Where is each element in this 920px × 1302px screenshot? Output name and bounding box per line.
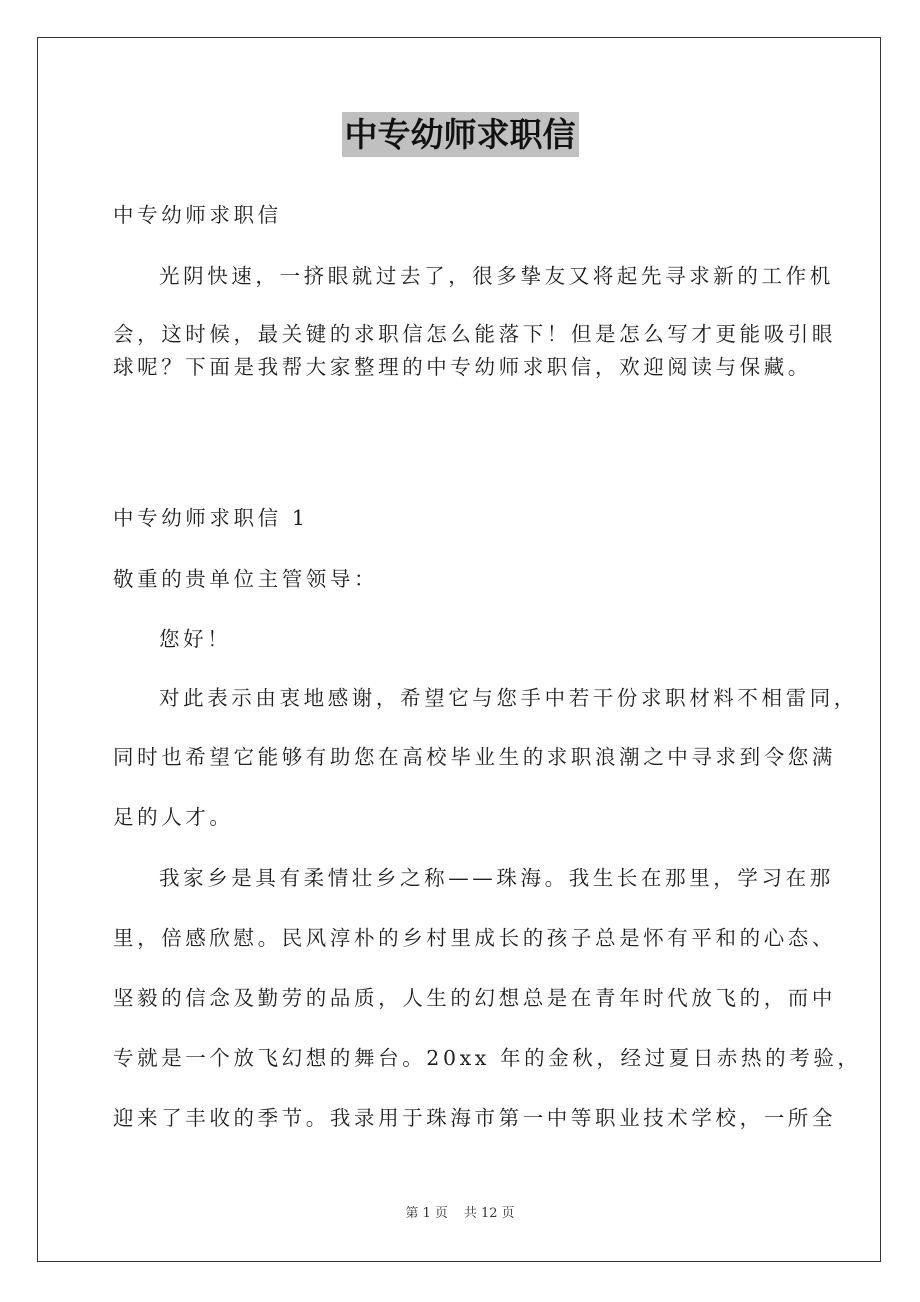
paragraph2-line-3: 坚毅的信念及勤劳的品质，人生的幻想总是在青年时代放飞的，而中 — [113, 986, 836, 1010]
document-title: 中专幼师求职信 — [342, 112, 579, 157]
current-page-label: 第 1 页 — [405, 1206, 448, 1221]
paragraph2-line-4: 专就是一个放飞幻想的舞台。20xx 年的金秋，经过夏日赤热的考验， — [113, 1046, 862, 1070]
paragraph2-line-2: 里，倍感欣慰。民风淳朴的乡村里成长的孩子总是怀有平和的心态、 — [113, 926, 836, 950]
paragraph1-line-1: 对此表示由衷地感谢，希望它与您手中若干份求职材料不相雷同， — [159, 686, 858, 710]
intro-line-2: 会，这时候，最关键的求职信怎么能落下！但是怎么写才更能吸引眼 — [113, 322, 836, 346]
greeting: 您好！ — [159, 627, 232, 651]
intro-line-1: 光阴快速，一挤眼就过去了，很多挚友又将起先寻求新的工作机 — [159, 264, 834, 288]
letter-heading: 中专幼师求职信 1 — [113, 506, 309, 530]
paragraph2-line-5: 迎来了丰收的季节。我录用于珠海市第一中等职业技术学校，一所全 — [113, 1106, 836, 1130]
intro-line-3: 球呢？下面是我帮大家整理的中专幼师求职信，欢迎阅读与保藏。 — [113, 355, 812, 379]
paragraph2-line-1: 我家乡是具有柔情壮乡之称——珠海。我生长在那里，学习在那 — [159, 866, 834, 890]
paragraph1-line-3: 足的人才。 — [113, 805, 234, 829]
title-container — [0, 112, 920, 157]
salutation: 敬重的贵单位主管领导： — [113, 567, 379, 591]
total-pages-label: 共 12 页 — [463, 1206, 515, 1221]
page-footer — [0, 1205, 920, 1223]
paragraph1-line-2: 同时也希望它能够有助您在高校毕业生的求职浪潮之中寻求到令您满 — [113, 745, 836, 769]
document-subtitle: 中专幼师求职信 — [113, 203, 282, 227]
